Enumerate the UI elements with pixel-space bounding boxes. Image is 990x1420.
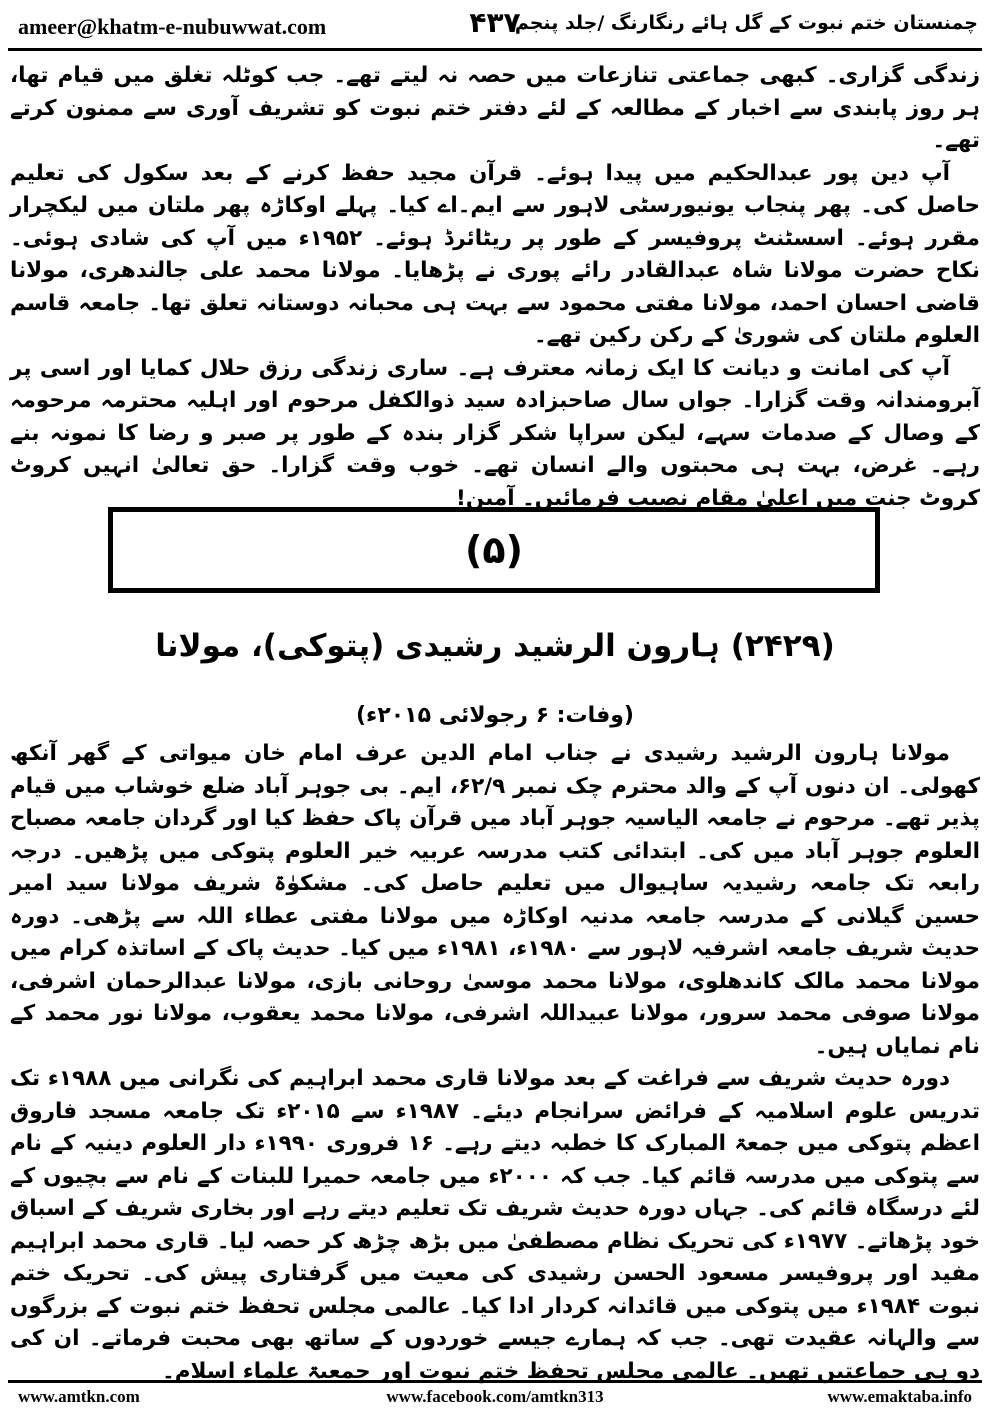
header-email: ameer@khatm-e-nubuwwat.com (18, 14, 327, 39)
top-paragraph-1: زندگی گزاری۔ کبھی جماعتی تنازعات میں حصہ نہ لیتے تھے۔ جب کوٹلہ تغلق میں قیام تھا، ہر روز پابندی سے اخبار کے مطالعہ کے لئے دفتر ختم نبوت کو تشریف آوری سے ممنون کرتے تھے۔ (10, 63, 980, 153)
page-number: ۴۳۷ (469, 6, 521, 39)
footer-link-emaktaba[interactable]: www.emaktaba.info (827, 1387, 972, 1406)
page-header (8, 4, 982, 48)
top-section (10, 60, 980, 515)
book-title: چمنستان ختم نبوت کے گل ہائے رنگارنگ /جلد پنجم (514, 12, 978, 34)
top-paragraph-3: آپ کی امانت و دیانت کا ایک زمانہ معترف ہے۔ ساری زندگی رزق حلال کمایا اور اسی پر آبرومندانہ وقت گزارا۔ جواں سال صاحبزادہ سید ذوالکفل مرحوم اور اہلیہ محترمہ مرحومہ کے وصال کے صدمات سہے، لیکن سراپا شکر گزار بندہ کے طور پر صبر و رضا کا نمونہ بنے رہے۔ غرض، بہت ہی محبتوں والے انسان تھے۔ خوب وقت گزارا۔ حق تعالیٰ انہیں کروٹ کروٹ جنت میں اعلیٰ مقام نصیب فرمائیں۔ آمین! (10, 355, 980, 511)
entry-body (10, 738, 980, 1388)
footer-divider (8, 1380, 982, 1383)
header-divider (8, 48, 982, 51)
page-footer (18, 1387, 972, 1413)
footer-link-facebook[interactable]: www.facebook.com/amtkn313 (386, 1387, 604, 1406)
footer-link-amtkn[interactable]: www.amtkn.com (18, 1387, 140, 1406)
entry-death-date: (وفات: ۶ رجولائی ۲۰۱۵ء) (356, 703, 634, 728)
entry-heading: (۲۴۲۹) ہارون الرشید رشیدی (پتوکی)، مولانا (155, 628, 835, 664)
entry-paragraph-2: دورہ حدیث شریف سے فراغت کے بعد مولانا قاری محمد ابراہیم کی نگرانی میں ۱۹۸۸ء تک تدریس علوم اسلامیہ کے فرائض سرانجام دیئے۔ ۱۹۸۷ء سے ۲۰۱۵ء تک جامعہ مسجد فاروق اعظم پتوکی میں جمعۃ المبارک کا خطبہ دیتے رہے۔ ۱۶ فروری ۱۹۹۰ء دار العلوم دینیہ کے نام سے پتوکی میں مدرسہ قائم کیا۔ جب کہ ۲۰۰۰ء میں جامعہ حمیرا للبنات کے نام سے بچیوں کے لئے درسگاہ قائم کی۔ جہاں دورہ حدیث شریف تک تعلیم دیتے رہے اور بخاری شریف کے اسباق خود پڑھاتے۔ ۱۹۷۷ء کی تحریک نظام مصطفیٰ میں بڑھ چڑھ کر حصہ لیا۔ قاری محمد ابراہیم مفید اور پروفیسر مسعود الحسن رشیدی کی معیت میں گرفتاری پیش کی۔ تحریک ختم نبوت ۱۹۸۴ء میں پتوکی میں قائدانہ کردار ادا کیا۔ عالمی مجلس تحفظ ختم نبوت کے بزرگوں سے والہانہ عقیدت تھی۔ جب کہ ہمارے جیسے خوردوں کے ساتھ بھی محبت فرماتے۔ ان کی دو ہی جماعتیں تھیں۔ عالمی مجلس تحفظ ختم نبوت اور جمعیۃ علماء اسلام۔ (10, 1066, 981, 1384)
section-number-frame (108, 507, 880, 593)
entry-paragraph-1: مولانا ہارون الرشید رشیدی نے جناب امام الدین عرف امام خان میواتی کے گھر آنکھ کھولی۔ ان دنوں آپ کے والد محترم چک نمبر ۶۲/۹، ایم۔ بی جوہر آباد ضلع خوشاب میں قیام پذیر تھے۔ مرحوم نے جامعہ الیاسیہ جوہر آباد میں قرآن پاک حفظ کیا اور گردان جامعہ مصباح العلوم جوہر آباد میں کی۔ ابتدائی کتب مدرسہ عربیہ خیر العلوم پتوکی میں پڑھیں۔ درجہ رابعہ تک جامعہ رشیدیہ ساہیوال میں تعلیم حاصل کی۔ مشکوٰۃ شریف مولانا سید امیر حسین گیلانی کے مدرسہ جامعہ مدنیہ اوکاڑہ میں مولانا مفتی عطاء اللہ سے پڑھی۔ دورہ حدیث شریف جامعہ اشرفیہ لاہور سے ۱۹۸۰ء، ۱۹۸۱ء میں کیا۔ حدیث پاک کے اساتذہ کرام میں مولانا محمد مالک کاندھلوی، مولانا محمد موسیٰ روحانی بازی، مولانا عبدالرحمان اشرفی، مولانا صوفی محمد سرور، مولانا عبیداللہ اشرفی، مولانا محمد یعقوب، مولانا نور محمد کے نام نمایاں ہیں۔ (10, 741, 980, 1059)
top-paragraph-2: آپ دین پور عبدالحکیم میں پیدا ہوئے۔ قرآن مجید حفظ کرنے کے بعد سکول کی تعلیم حاصل کی۔ پھر پنجاب یونیورسٹی لاہور سے ایم۔اے کیا۔ پہلے اوکاڑہ پھر ملتان میں لیکچرار مقرر ہوئے۔ اسسٹنٹ پروفیسر کے طور پر ریٹائرڈ ہوئے۔ ۱۹۵۲ء میں آپ کی شادی ہوئی۔ نکاح حضرت مولانا شاہ عبدالقادر رائے پوری نے پڑھایا۔ مولانا محمد علی جالندھری، مولانا قاضی احسان احمد، مولانا مفتی محمود سے بہت ہی محبانہ دوستانہ تعلق تھا۔ جامعہ قاسم العلوم ملتان کی شوریٰ کے رکن رکین تھے۔ (10, 160, 980, 348)
section-number: (۵) (465, 528, 523, 572)
